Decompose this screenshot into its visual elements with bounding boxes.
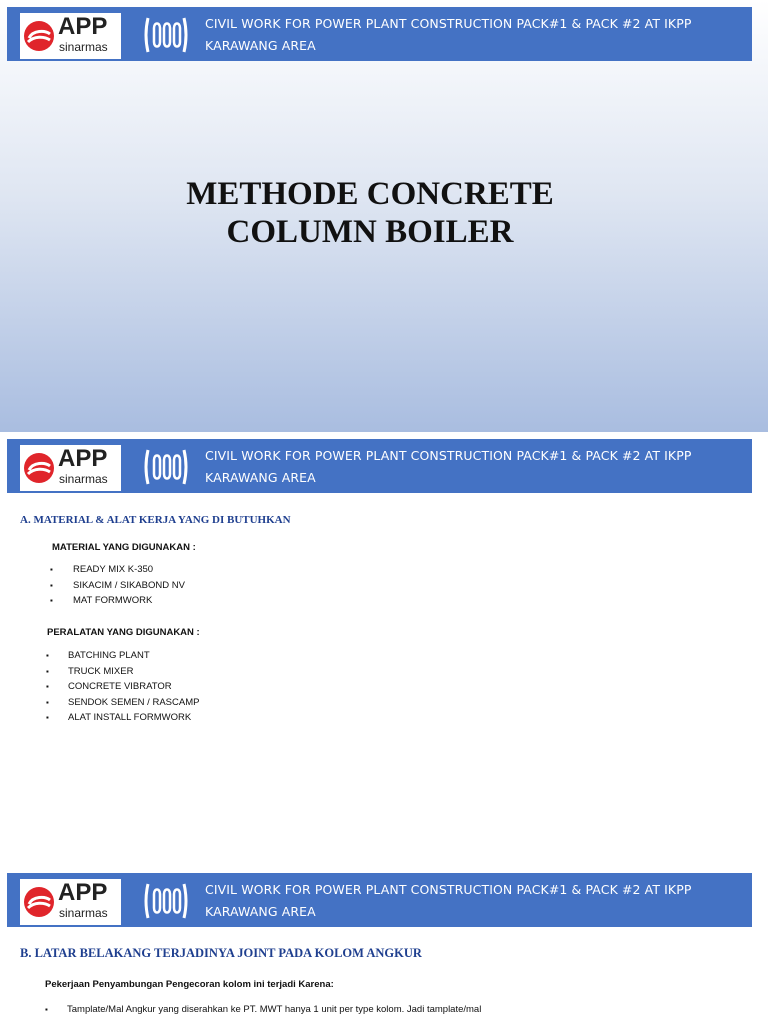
sinarmas-logo-text: sinarmas	[59, 40, 108, 54]
section-heading-b: B. LATAR BELAKANG TERJADINYA JOINT PADA KOLOM ANGKUR	[20, 946, 422, 960]
section-heading-a: A. MATERIAL & ALAT KERJA YANG DI BUTUHKAN	[20, 514, 291, 526]
intro-text: Pekerjaan Penyambungan Pengecoran kolom ini terjadi Karena:	[45, 979, 334, 990]
header-title-line1: CIVIL WORK FOR POWER PLANT CONSTRUCTION PACK#1 & PACK #2 AT IKPP	[205, 882, 692, 897]
list-item-text: BATCHING PLANT	[68, 650, 150, 661]
header-title-line2: KARAWANG AREA	[205, 470, 316, 485]
app-logo-text: APP	[58, 879, 108, 906]
bullet-icon: ▪	[46, 666, 49, 676]
equipment-list	[46, 648, 199, 726]
list-item-text: MAT FORMWORK	[73, 595, 153, 606]
list-item-text: ALAT INSTALL FORMWORK	[68, 712, 192, 723]
equipment-label: PERALATAN YANG DIGUNAKAN :	[47, 627, 200, 638]
bullet-icon: ▪	[46, 713, 49, 722]
partner-logo-icon	[142, 14, 190, 56]
list-item-text: TRUCK MIXER	[68, 665, 134, 677]
app-logo-text: APP	[58, 445, 108, 472]
list-item-text: Tamplate/Mal Angkur yang diserahkan ke PT. MWT hanya 1 unit per type kolom. Jadi tamplate/mal	[67, 1004, 482, 1015]
app-swirl-icon	[23, 452, 55, 484]
cover-title-line2: COLUMN BOILER	[226, 214, 514, 250]
app-swirl-icon	[23, 20, 55, 52]
materials-label: MATERIAL YANG DIGUNAKAN :	[52, 542, 196, 553]
slide-header	[7, 439, 752, 493]
header-title	[205, 879, 745, 923]
list-item	[46, 710, 199, 726]
bullet-icon: ▪	[50, 596, 53, 605]
header-title-line1: CIVIL WORK FOR POWER PLANT CONSTRUCTION PACK#1 & PACK #2 AT IKPP	[205, 16, 692, 31]
app-swirl-icon	[23, 886, 55, 918]
sinarmas-logo-text: sinarmas	[59, 906, 108, 920]
app-logo-text: APP	[58, 13, 108, 40]
materials-list	[50, 562, 185, 609]
bullet-icon: ▪	[46, 682, 49, 691]
sinarmas-logo-text: sinarmas	[59, 472, 108, 486]
slide-header	[7, 7, 752, 61]
header-title	[205, 13, 745, 57]
slide-cover	[0, 0, 768, 432]
app-sinarmas-logo	[20, 445, 121, 491]
bullet-icon: ▪	[45, 1005, 48, 1014]
partner-logo-icon	[142, 446, 190, 488]
list-item	[46, 679, 199, 695]
partner-logo-icon	[142, 880, 190, 922]
cover-title	[0, 175, 740, 251]
header-title	[205, 445, 745, 489]
list-item	[46, 664, 199, 680]
slide-header	[7, 873, 752, 927]
list-item	[50, 578, 185, 594]
slide-material	[0, 432, 768, 862]
list-item-text: READY MIX K-350	[73, 564, 154, 575]
list-item-text: CONCRETE VIBRATOR	[68, 681, 172, 692]
latar-list	[45, 1002, 481, 1018]
header-title-line1: CIVIL WORK FOR POWER PLANT CONSTRUCTION PACK#1 & PACK #2 AT IKPP	[205, 448, 692, 463]
bullet-icon: ▪	[50, 565, 53, 574]
cover-title-line1: METHODE CONCRETE	[186, 176, 554, 212]
bullet-icon: ▪	[46, 697, 49, 707]
list-item	[46, 695, 199, 711]
list-item-text: SIKACIM / SIKABOND NV	[73, 579, 185, 591]
bullet-icon: ▪	[46, 651, 49, 660]
bullet-icon: ▪	[50, 580, 53, 590]
list-item	[50, 562, 185, 578]
list-item	[45, 1002, 481, 1018]
list-item-text: SENDOK SEMEN / RASCAMP	[68, 696, 200, 708]
list-item	[50, 593, 185, 609]
app-sinarmas-logo	[20, 13, 121, 59]
header-title-line2: KARAWANG AREA	[205, 38, 316, 53]
slide-latar-belakang	[0, 866, 768, 1024]
header-title-line2: KARAWANG AREA	[205, 904, 316, 919]
app-sinarmas-logo	[20, 879, 121, 925]
list-item	[46, 648, 199, 664]
